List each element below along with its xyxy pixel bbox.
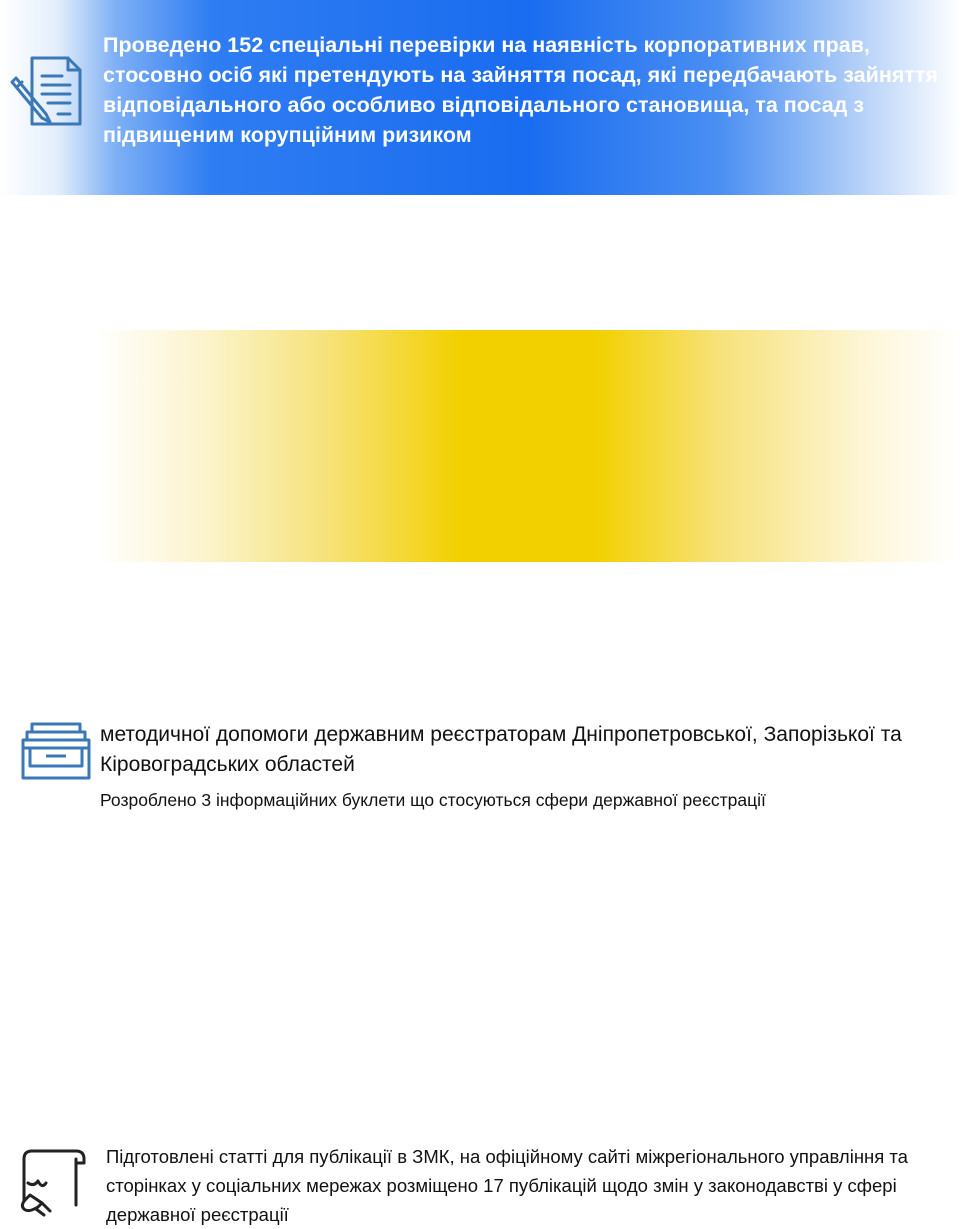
document-pen-icon <box>10 52 88 130</box>
section-information-letters <box>0 195 960 325</box>
info-booklets-text: Розроблено 3 інформаційних буклети що стосуються сфери державної реєстрації <box>100 790 766 810</box>
publications-text: Підготовлені статті для публікації в ЗМК, на офіційному сайті міжрегіонального управління та сторінках у соціальних мережах розміщено 17 публікацій щодо змін у законодавстві у сфері державної реєстрації <box>106 1146 908 1225</box>
special-checks-text: Проведено 152 спеціальні перевірки на наявність корпоративних прав, стосовно осіб які претендують на зайняття посад, які передбачають зайняття відповідального або особливо відповідального становища, та посад з підвищеним корупційним ризиком <box>103 33 938 147</box>
section-special-checks <box>0 0 960 195</box>
scroll-signature-icon <box>16 1143 88 1219</box>
section-methodical-recommendations <box>0 330 960 810</box>
methodical-recommendations-text: методичної допомоги державним реєстраторам Дніпропетровської, Запорізької та Кіровоградських областей <box>100 723 902 776</box>
archive-drawer-icon <box>20 720 92 782</box>
